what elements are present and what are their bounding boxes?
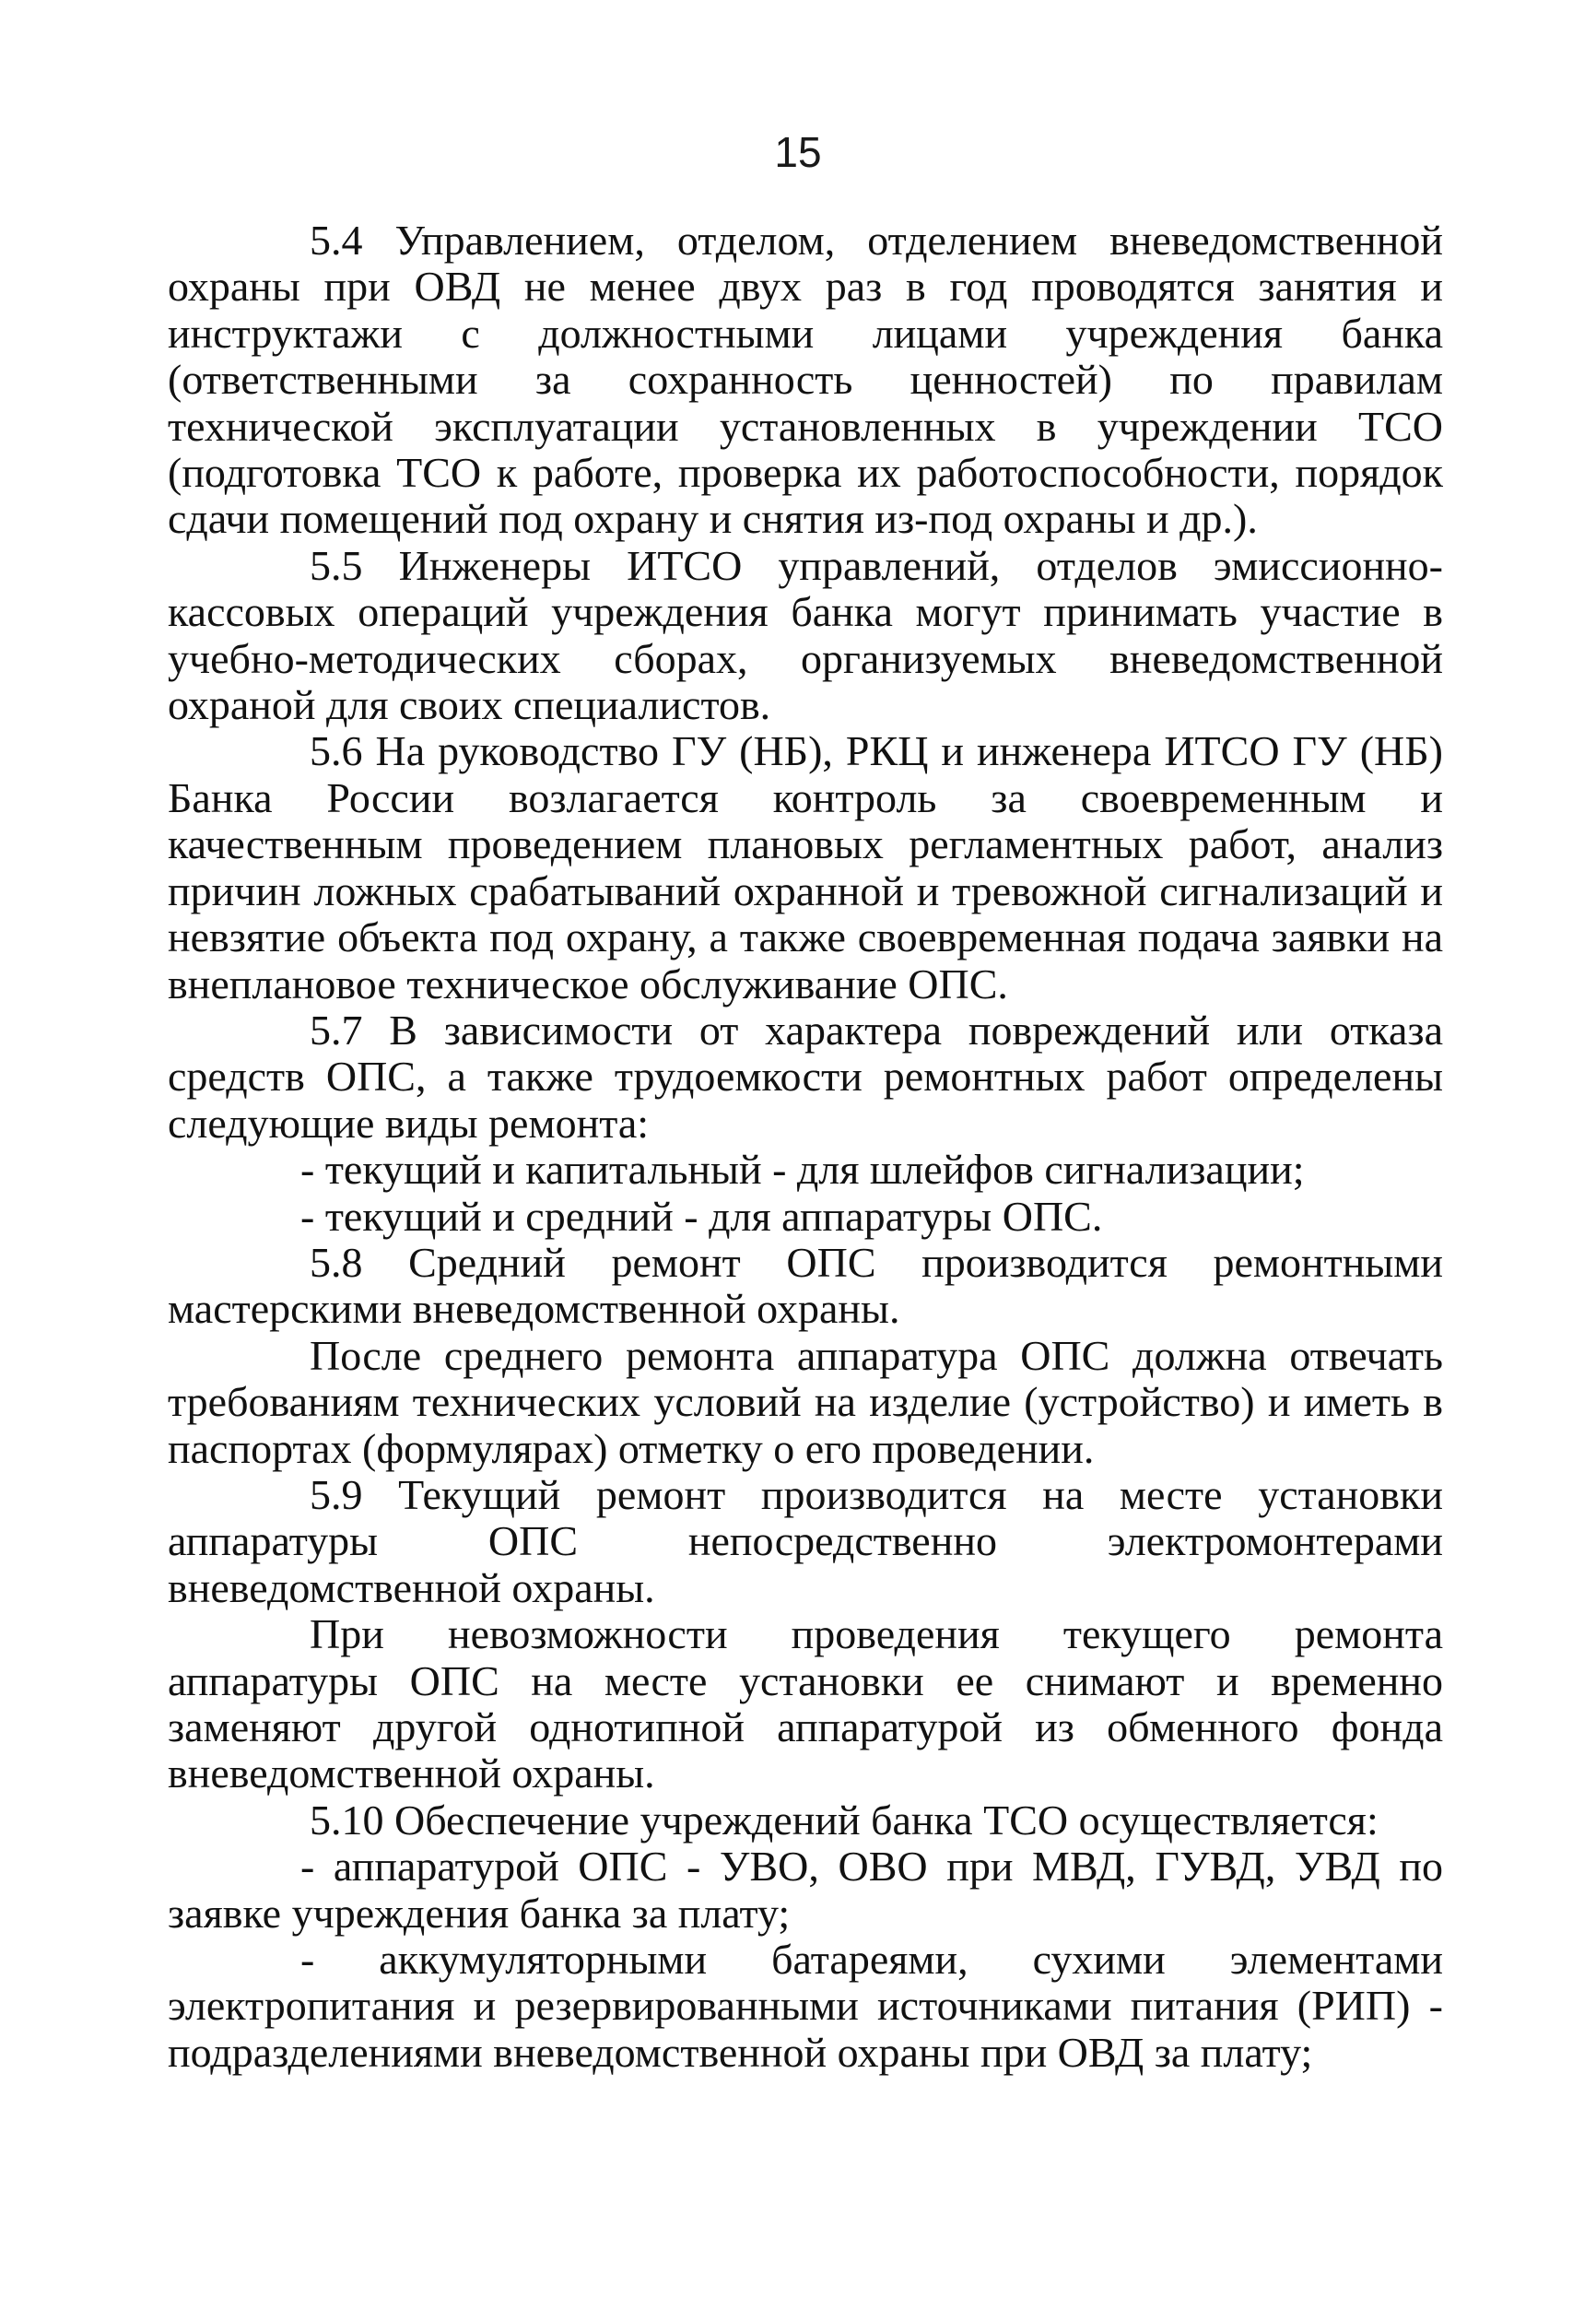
paragraph-5-8: 5.8 Средний ремонт ОПС производится ремонтными мастерскими вневедомственной охраны. (168, 1238, 1443, 1333)
page-number: 15 (774, 128, 822, 176)
document-body (168, 218, 1443, 2076)
list-item-5-10-1: - аппаратурой ОПС - УВО, ОВО при МВД, ГУВД, УВД по заявке учреждения банка за плату; (168, 1843, 1443, 1937)
list-item-5-10-2: - аккумуляторными батареями, сухими элементами электропитания и резервированными источниками питания (РИП) - подразделениями вневедомственной охраны при ОВД за плату; (168, 1936, 1443, 2076)
paragraph-5-9: 5.9 Текущий ремонт производится на месте установки аппаратуры ОПС непосредственно электромонтерами вневедомственной охраны. (168, 1470, 1443, 1611)
paragraph-5-9-continued: При невозможности проведения текущего ремонта аппаратуры ОПС на месте установки ее снимают и временно заменяют другой однотипной аппаратурой из обменного фонда вневедомственной охраны. (168, 1610, 1443, 1797)
paragraph-5-10: 5.10 Обеспечение учреждений банка ТСО осуществляется: (310, 1796, 1379, 1844)
paragraph-5-8-continued: После среднего ремонта аппаратура ОПС должна отвечать требованиям технических условий на изделие (устройство) и иметь в паспортах (формулярах) отметку о его проведении. (168, 1331, 1443, 1472)
list-item-5-7-1: - текущий и капитальный - для шлейфов сигнализации; (300, 1146, 1305, 1194)
paragraph-5-5: 5.5 Инженеры ИТСО управлений, отделов эмиссионно-кассовых операций учреждения банка могут принимать участие в учебно-методических сборах, организуемых вневедомственной охраной для своих специалистов. (168, 541, 1443, 729)
list-item-5-7-2: - текущий и средний - для аппаратуры ОПС. (300, 1192, 1103, 1240)
paragraph-5-6: 5.6 На руководство ГУ (НБ), РКЦ и инженера ИТСО ГУ (НБ) Банка России возлагается контроль за своевременным и качественным проведением плановых регламентных работ, анализ причин ложных срабатываний охранной и тревожной сигнализаций и невзятие объекта под охрану, а также своевременная подача заявки на внеплановое техническое обслуживание ОПС. (168, 727, 1443, 1007)
paragraph-5-7: 5.7 В зависимости от характера повреждений или отказа средств ОПС, а также трудоемкости ремонтных работ определены следующие виды ремонта: (168, 1006, 1443, 1147)
paragraph-5-4: 5.4 Управлением, отделом, отделением вневедомственной охраны при ОВД не менее двух раз в год проводятся занятия и инструктажи с должностными лицами учреждения банка (ответственными за сохранность ценностей) по правилам технической эксплуатации установленных в учреждении ТСО (подготовка ТСО к работе, проверка их работоспособности, порядок сдачи помещений под охрану и снятия из-под охраны и др.). (168, 217, 1443, 543)
